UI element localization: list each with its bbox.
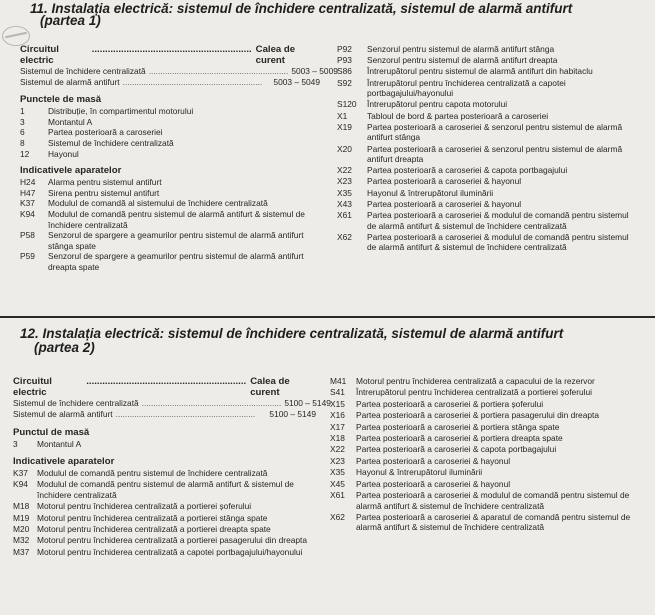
item-description: Sistemul de închidere centralizată xyxy=(48,137,174,148)
list-item xyxy=(20,149,320,160)
item-code: K94 xyxy=(13,479,28,490)
list-item xyxy=(20,251,320,272)
item-description: Modulul de comandă pentru sistemul de alarmă antifurt & sistemul de închidere centralizată xyxy=(37,479,294,500)
item-code: M32 xyxy=(13,535,30,546)
list-item xyxy=(330,479,635,490)
mass-heading: Punctul de masă xyxy=(13,427,90,439)
list-item xyxy=(13,501,316,512)
list-item xyxy=(330,399,635,410)
publisher-logo-icon xyxy=(2,26,30,46)
list-item xyxy=(13,535,316,546)
item-description: Întrerupătorul pentru sistemul de alarmă antifurt din habitaclu xyxy=(367,66,593,77)
item-code: K37 xyxy=(20,198,35,209)
list-item xyxy=(337,122,637,143)
list-item xyxy=(20,127,320,138)
item-code: X23 xyxy=(330,455,345,466)
list-item xyxy=(13,513,316,524)
list-item xyxy=(337,144,637,165)
item-code: X45 xyxy=(330,478,345,489)
list-item xyxy=(20,230,320,251)
item-description: Hayonul & întrerupătorul iluminării xyxy=(367,187,494,198)
list-item xyxy=(20,117,320,128)
list-item xyxy=(330,490,635,511)
item-code: M37 xyxy=(13,546,30,557)
mass-list xyxy=(20,106,320,159)
section1-title-line2: (partea 1) xyxy=(40,13,101,28)
item-description: Sirena pentru sistemul antifurt xyxy=(48,187,160,198)
item-code: X1 xyxy=(337,110,348,121)
list-item xyxy=(20,188,320,199)
item-description: Întrerupătorul pentru închiderea centralizată a capotei portbagajului/hayonului xyxy=(367,77,566,99)
circuit-header: Circuitul electric ............................................................ Calea de curent xyxy=(13,376,316,398)
mass-list xyxy=(13,439,316,450)
item-code: X17 xyxy=(330,421,345,432)
circuit-head-right: Calea de curent xyxy=(250,376,290,398)
item-description: Motorul pentru închiderea centralizată a capotei portbagajului/hayonului xyxy=(37,546,303,557)
item-description: Motorul pentru închiderea centralizată a portierei pasagerului din dreapta xyxy=(37,535,308,546)
list-item xyxy=(337,199,637,210)
item-description: Partea posterioară a caroseriei & hayonul xyxy=(356,455,511,466)
mass-heading: Punctele de masă xyxy=(20,94,102,106)
item-description: Senzorul de spargere a geamurilor pentru sistemul de alarmă antifurt stânga spate xyxy=(48,230,304,251)
item-code: X16 xyxy=(330,410,345,421)
item-description: Motorul pentru închiderea centralizată a portierei dreapta spate xyxy=(37,523,271,534)
item-description: Partea posterioară a caroseriei & senzorul pentru sistemul de alarmă antifurt dreapta xyxy=(367,143,623,165)
item-description: Partea posterioară a caroseriei & hayonul xyxy=(367,198,522,209)
item-code: H24 xyxy=(20,177,36,188)
list-item xyxy=(13,524,316,535)
item-code: M20 xyxy=(13,523,30,534)
list-item xyxy=(330,512,635,533)
list-item xyxy=(337,188,637,199)
list-item xyxy=(337,44,637,55)
list-item xyxy=(337,99,637,110)
list-item xyxy=(330,433,635,444)
item-code: X35 xyxy=(337,187,352,198)
item-description: Partea posterioară a caroseriei & modulul de comandă pentru sistemul de alarmă antifurt & sistemul de închidere centralizată xyxy=(367,210,629,231)
item-code: S86 xyxy=(337,66,352,77)
list-item xyxy=(20,209,320,230)
list-item xyxy=(330,422,635,433)
list-item xyxy=(337,111,637,122)
item-code: S41 xyxy=(330,387,345,398)
item-description: Partea posterioară a caroseriei xyxy=(48,127,163,138)
list-item xyxy=(330,444,635,455)
item-code: S120 xyxy=(337,99,357,110)
item-code: X20 xyxy=(337,143,352,154)
item-description: Partea posterioară a caroseriei & hayonul xyxy=(356,478,511,489)
indicative-list-left xyxy=(20,177,320,272)
item-description: Modulul de comandă pentru sistemul de alarmă antifurt & sistemul de închidere centralizată xyxy=(48,208,305,230)
indicative-list-right xyxy=(330,376,635,534)
item-code: M41 xyxy=(330,376,347,386)
item-code: X62 xyxy=(337,231,352,242)
circuit-row: Sistemul de închidere centralizată ............................................................ 5003 – 5009 xyxy=(20,66,338,76)
item-description: Partea posterioară a caroseriei & modulul de comandă pentru sistemul de alarmă antifurt & sistemul de închidere centralizată xyxy=(356,489,630,511)
circuit-head-right: Calea de curent xyxy=(255,44,296,66)
item-code: P92 xyxy=(337,44,352,54)
item-description: Montantul A xyxy=(48,116,93,127)
item-description: Motorul pentru închiderea centralizată a capacului de la rezervor xyxy=(356,376,595,386)
item-description: Partea posterioară a caroseriei & portiera stânga spate xyxy=(356,421,560,432)
item-description: Hayonul & întrerupătorul iluminării xyxy=(356,467,483,478)
list-item xyxy=(337,176,637,187)
item-description: Senzorul de spargere a geamurilor pentru sistemul de alarmă antifurt dreapta spate xyxy=(48,251,304,272)
item-description: Partea posterioară a caroseriei & modulul de comandă pentru sistemul de alarmă antifurt & sistemul de închidere centralizată xyxy=(367,231,629,253)
list-item xyxy=(20,138,320,149)
list-item xyxy=(337,232,637,253)
item-code: H47 xyxy=(20,187,36,198)
item-description: Partea posterioară a caroseriei & portiera șoferului xyxy=(356,398,544,409)
indicative-heading: Indicativele aparatelor xyxy=(13,455,115,467)
item-code: X18 xyxy=(330,432,345,443)
list-item xyxy=(20,177,320,188)
item-code: 3 xyxy=(20,116,25,127)
item-code: M18 xyxy=(13,501,30,512)
item-description: Partea posterioară a caroseriei & capota portbagajului xyxy=(356,444,557,455)
circuit-row: Sistemul de alarmă antifurt ............................................................ 5003 – 5049 xyxy=(20,76,320,87)
item-description: Modulul de comandă al sistemului de închidere centralizată xyxy=(48,198,268,209)
item-code: 3 xyxy=(13,439,18,450)
item-description: Distribuție, în compartimentul motorului xyxy=(48,106,194,117)
list-item xyxy=(20,106,320,117)
item-code: K37 xyxy=(13,467,28,478)
item-code: 12 xyxy=(20,148,30,159)
item-code: K94 xyxy=(20,208,35,219)
item-code: X22 xyxy=(330,444,345,455)
item-code: P58 xyxy=(20,230,35,241)
item-description: Motorul pentru închiderea centralizată a portierei stânga spate xyxy=(37,512,268,523)
list-item xyxy=(20,198,320,209)
item-code: X61 xyxy=(330,489,345,500)
item-code: X23 xyxy=(337,176,352,187)
list-item xyxy=(330,410,635,421)
item-description: Partea posterioară a caroseriei & capota portbagajului xyxy=(367,165,568,176)
item-description: Partea posterioară a caroseriei & hayonul xyxy=(367,176,522,187)
circuit-row: Sistemul de închidere centralizată ............................................................ 5100 – 5149 xyxy=(13,398,331,408)
indicative-list-right xyxy=(337,44,637,254)
section2-left-column xyxy=(13,376,331,558)
item-description: Partea posterioară a caroseriei & senzorul pentru sistemul de alarmă antifurt stânga xyxy=(367,121,623,143)
item-code: 6 xyxy=(20,127,25,138)
item-description: Întrerupătorul pentru capota motorului xyxy=(367,99,508,110)
indicative-heading: Indicativele aparatelor xyxy=(20,165,122,177)
section2-title-line1: 12. Instalația electrică: sistemul de închidere centralizată, sistemul de alarmă antifurt xyxy=(20,326,564,341)
circuit-head-left: Circuitul electric xyxy=(13,376,52,398)
list-item xyxy=(13,547,316,558)
item-description: Senzorul pentru sistemul de alarmă antifurt dreapta xyxy=(367,55,558,66)
list-item xyxy=(330,467,635,478)
list-item xyxy=(330,387,635,398)
list-item xyxy=(337,66,637,77)
section1-title-line1: 11. Instalația electrică: sistemul de închidere centralizată, sistemul de alarmă antifurt xyxy=(30,1,573,16)
item-code: X43 xyxy=(337,198,352,209)
item-description: Montantul A xyxy=(37,439,82,450)
section2-title-line2: (partea 2) xyxy=(34,340,95,355)
circuit-header: Circuitul electric ............................................................ Calea de curent xyxy=(20,44,320,66)
item-code: 8 xyxy=(20,137,25,148)
list-item xyxy=(13,468,316,479)
item-description: Hayonul xyxy=(48,148,79,159)
item-description: Partea posterioară a caroseriei & portiera dreapta spate xyxy=(356,432,563,443)
item-code: X35 xyxy=(330,467,345,478)
item-description: Tabloul de bord & partea posterioară a caroseriei xyxy=(367,110,549,121)
item-description: Alarma pentru sistemul antifurt xyxy=(48,177,162,188)
item-code: X19 xyxy=(337,121,352,132)
item-code: X15 xyxy=(330,398,345,409)
item-description: Întrerupătorul pentru închiderea centralizată a portierei șoferului xyxy=(356,387,593,398)
item-code: X62 xyxy=(330,511,345,522)
item-code: S92 xyxy=(337,77,352,88)
indicative-list-left xyxy=(13,468,316,558)
item-description: Partea posterioară a caroseriei & portiera pasagerului din dreapta xyxy=(356,410,600,421)
item-code: M19 xyxy=(13,512,30,523)
section1-left-column xyxy=(20,44,338,273)
item-code: 1 xyxy=(20,106,25,117)
item-code: P93 xyxy=(337,55,352,66)
item-description: Senzorul pentru sistemul de alarmă antifurt stânga xyxy=(367,44,555,54)
circuit-row: Sistemul de alarmă antifurt ............................................................ 5100 – 5149 xyxy=(13,408,316,419)
list-item xyxy=(13,479,316,500)
item-code: P59 xyxy=(20,251,35,262)
list-item xyxy=(337,78,637,99)
item-code: X61 xyxy=(337,210,352,221)
section-divider xyxy=(0,316,655,318)
list-item xyxy=(337,165,637,176)
list-item xyxy=(337,210,637,231)
list-item xyxy=(330,456,635,467)
item-code: X22 xyxy=(337,165,352,176)
item-description: Modulul de comandă pentru sistemul de închidere centralizată xyxy=(37,467,268,478)
list-item xyxy=(13,439,316,450)
list-item xyxy=(337,55,637,66)
circuit-head-left: Circuitul electric xyxy=(20,44,59,66)
list-item xyxy=(330,376,635,387)
item-description: Partea posterioară a caroseriei & aparatul de comandă pentru sistemul de alarmă antifurt & sistemul de închidere centralizată xyxy=(356,511,631,533)
item-description: Motorul pentru închiderea centralizată a portierei șoferului xyxy=(37,501,252,512)
